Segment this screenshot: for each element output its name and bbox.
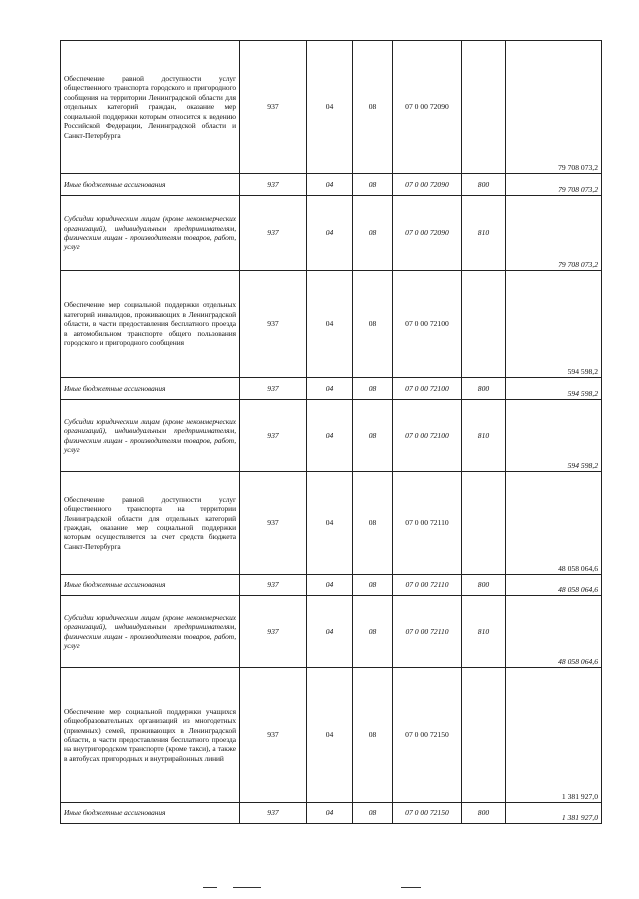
row-grbs-code: 937 xyxy=(240,668,307,803)
row-section-code: 04 xyxy=(307,271,353,378)
row-section-code: 04 xyxy=(307,803,353,824)
row-target-article-code: 07 0 00 72110 xyxy=(393,596,462,668)
row-amount: 79 708 073,2 xyxy=(506,41,602,174)
row-section-code: 04 xyxy=(307,196,353,271)
row-section-code: 04 xyxy=(307,378,353,400)
row-expense-type-code xyxy=(462,41,506,174)
row-name: Обеспечение мер социальной поддержки учащихся общеобразовательных организаций из многодетных (приемных) семей, проживающих в Ленинградской области, в части предоставления бесплатного проезда на внутригородском транспорте (кроме такси), а также в автобусах пригородных и внутрирайонных линий xyxy=(61,668,240,803)
table-row xyxy=(61,196,602,271)
row-section-code: 04 xyxy=(307,596,353,668)
row-amount: 79 708 073,2 xyxy=(506,196,602,271)
row-grbs-code: 937 xyxy=(240,378,307,400)
row-name: Обеспечение равной доступности услуг общественного транспорта на территории Ленинградской области для отдельных категорий граждан, оказание мер социальной поддержки которым осуществляется за счет средств бюджета Санкт-Петербурга xyxy=(61,472,240,575)
row-amount: 594 598,2 xyxy=(506,378,602,400)
row-name: Субсидии юридическим лицам (кроме некоммерческих организаций), индивидуальным предпринимателям, физическим лицам - производителям товаров, работ, услуг xyxy=(61,196,240,271)
row-amount: 48 058 064,6 xyxy=(506,575,602,596)
row-subsection-code: 08 xyxy=(353,575,393,596)
row-target-article-code: 07 0 00 72150 xyxy=(393,668,462,803)
budget-table xyxy=(60,40,602,824)
row-name: Иные бюджетные ассигнования xyxy=(61,575,240,596)
row-amount: 594 598,2 xyxy=(506,271,602,378)
row-name: Субсидии юридическим лицам (кроме некоммерческих организаций), индивидуальным предпринимателям, физическим лицам - производителям товаров, работ, услуг xyxy=(61,400,240,472)
row-section-code: 04 xyxy=(307,174,353,196)
row-expense-type-code: 800 xyxy=(462,575,506,596)
row-target-article-code: 07 0 00 72100 xyxy=(393,378,462,400)
row-name: Субсидии юридическим лицам (кроме некоммерческих организаций), индивидуальным предпринимателям, физическим лицам - производителям товаров, работ, услуг xyxy=(61,596,240,668)
table-row xyxy=(61,803,602,824)
row-subsection-code: 08 xyxy=(353,196,393,271)
row-subsection-code: 08 xyxy=(353,668,393,803)
row-subsection-code: 08 xyxy=(353,271,393,378)
table-row xyxy=(61,378,602,400)
row-amount: 48 058 064,6 xyxy=(506,596,602,668)
table-row xyxy=(61,271,602,378)
row-subsection-code: 08 xyxy=(353,803,393,824)
row-name: Иные бюджетные ассигнования xyxy=(61,174,240,196)
row-expense-type-code: 810 xyxy=(462,400,506,472)
row-expense-type-code xyxy=(462,668,506,803)
row-section-code: 04 xyxy=(307,472,353,575)
row-target-article-code: 07 0 00 72090 xyxy=(393,174,462,196)
row-subsection-code: 08 xyxy=(353,596,393,668)
row-name: Обеспечение равной доступности услуг общественного транспорта городского и пригородного сообщения на территории Ленинградской области для отдельных категорий граждан, оказание мер социальной поддержки которым относится к ведению Российской Федерации, Ленинградской области и Санкт-Петербурга xyxy=(61,41,240,174)
row-amount: 1 381 927,0 xyxy=(506,803,602,824)
row-subsection-code: 08 xyxy=(353,400,393,472)
row-target-article-code: 07 0 00 72100 xyxy=(393,400,462,472)
row-amount: 594 598,2 xyxy=(506,400,602,472)
row-amount: 48 058 064,6 xyxy=(506,472,602,575)
table-row xyxy=(61,596,602,668)
row-subsection-code: 08 xyxy=(353,174,393,196)
row-expense-type-code: 810 xyxy=(462,196,506,271)
row-name: Обеспечение мер социальной поддержки отдельных категорий инвалидов, проживающих в Ленинградской области, в части предоставления бесплатного проезда в автомобильном транспорте общего пользования городского и пригородного сообщения xyxy=(61,271,240,378)
row-grbs-code: 937 xyxy=(240,575,307,596)
budget-table-body xyxy=(61,41,602,824)
row-expense-type-code: 810 xyxy=(462,596,506,668)
row-expense-type-code: 800 xyxy=(462,803,506,824)
row-target-article-code: 07 0 00 72100 xyxy=(393,271,462,378)
table-row xyxy=(61,575,602,596)
row-grbs-code: 937 xyxy=(240,196,307,271)
row-target-article-code: 07 0 00 72090 xyxy=(393,41,462,174)
row-expense-type-code xyxy=(462,271,506,378)
table-row xyxy=(61,41,602,174)
row-name: Иные бюджетные ассигнования xyxy=(61,378,240,400)
row-grbs-code: 937 xyxy=(240,271,307,378)
table-row xyxy=(61,400,602,472)
row-grbs-code: 937 xyxy=(240,400,307,472)
row-target-article-code: 07 0 00 72090 xyxy=(393,196,462,271)
row-grbs-code: 937 xyxy=(240,41,307,174)
row-grbs-code: 937 xyxy=(240,803,307,824)
row-section-code: 04 xyxy=(307,668,353,803)
row-grbs-code: 937 xyxy=(240,174,307,196)
footer-scan-mark xyxy=(203,887,217,888)
row-target-article-code: 07 0 00 72150 xyxy=(393,803,462,824)
row-grbs-code: 937 xyxy=(240,596,307,668)
row-section-code: 04 xyxy=(307,400,353,472)
row-section-code: 04 xyxy=(307,41,353,174)
row-subsection-code: 08 xyxy=(353,378,393,400)
footer-scan-mark xyxy=(401,887,421,888)
row-target-article-code: 07 0 00 72110 xyxy=(393,575,462,596)
row-subsection-code: 08 xyxy=(353,472,393,575)
row-expense-type-code: 800 xyxy=(462,174,506,196)
table-row xyxy=(61,668,602,803)
row-expense-type-code xyxy=(462,472,506,575)
row-subsection-code: 08 xyxy=(353,41,393,174)
row-name: Иные бюджетные ассигнования xyxy=(61,803,240,824)
row-amount: 79 708 073,2 xyxy=(506,174,602,196)
row-grbs-code: 937 xyxy=(240,472,307,575)
table-row xyxy=(61,174,602,196)
row-expense-type-code: 800 xyxy=(462,378,506,400)
row-amount: 1 381 927,0 xyxy=(506,668,602,803)
table-row xyxy=(61,472,602,575)
footer-scan-mark xyxy=(233,887,261,888)
row-target-article-code: 07 0 00 72110 xyxy=(393,472,462,575)
row-section-code: 04 xyxy=(307,575,353,596)
